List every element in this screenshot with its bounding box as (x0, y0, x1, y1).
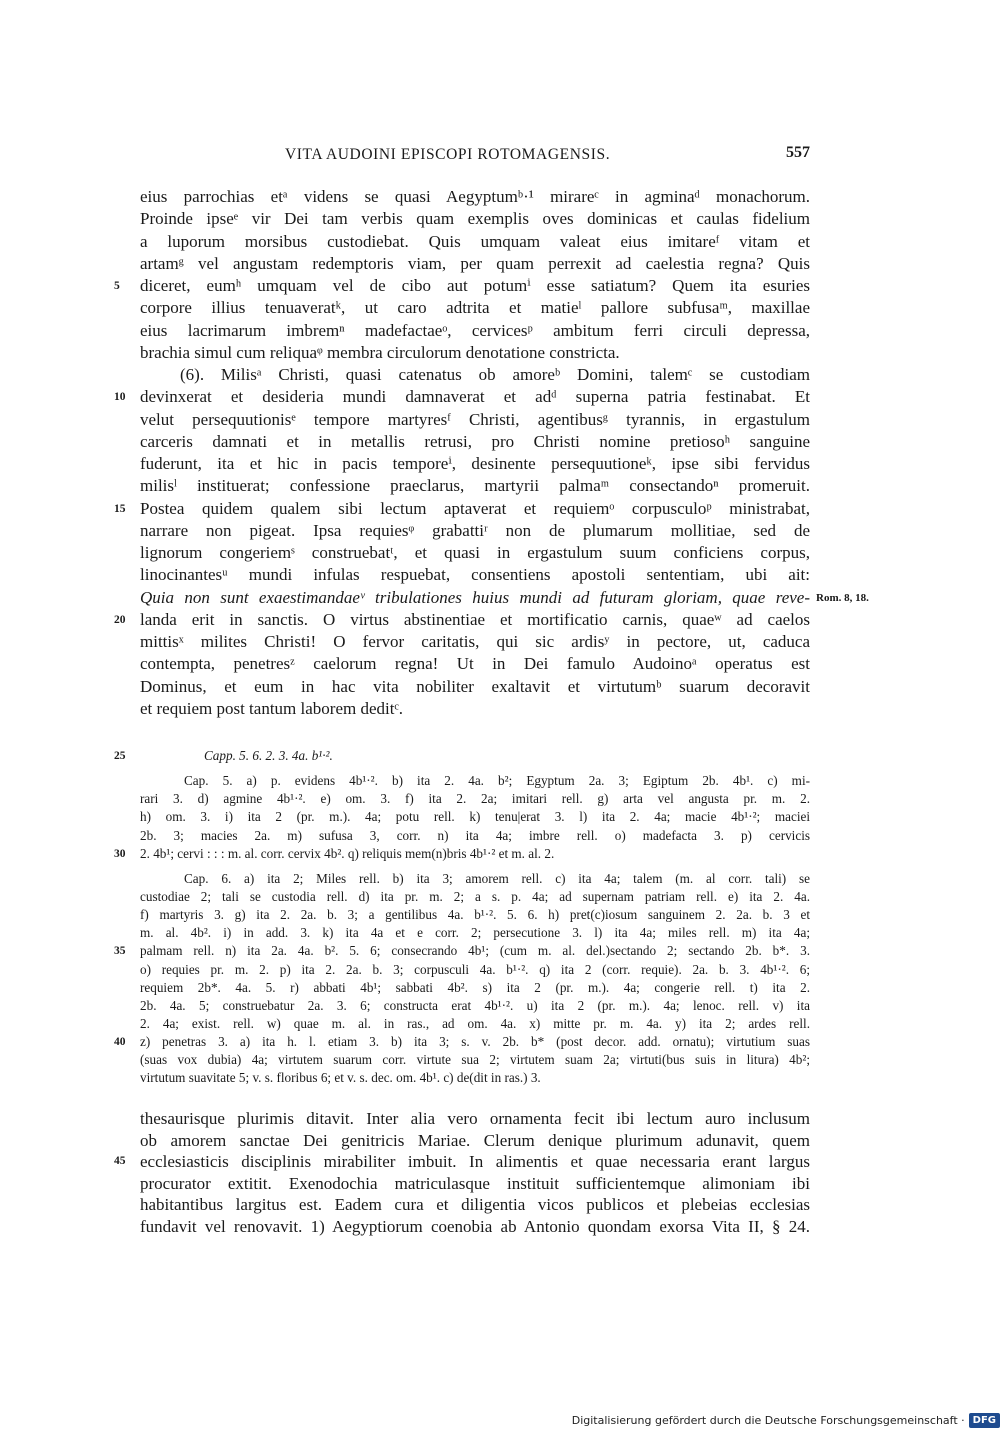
text-line: brachia simul cum reliquaᵠ membra circulorum denotatione constricta. (140, 342, 620, 362)
line-number: 25 (114, 750, 126, 762)
critical-apparatus (114, 747, 810, 1088)
line-number: 30 (114, 847, 126, 860)
text-line (114, 275, 810, 297)
text-line (114, 498, 810, 520)
text-line: procurator extitit. Exenodochia matriculasque instituit sufficientemque alimoniam ibi (140, 1173, 810, 1193)
apparatus-line: m. al. 4b². i) in add. 3. k) ita 4a et e corr. 2; persecutione 3. l) ita 4a; miles rell. m) ita 4a; (140, 925, 810, 941)
apparatus-line (114, 845, 810, 863)
text-line: velut persequutionisᵉ tempore martyresᶠ Christi, agentibusᵍ tyrannis, in ergastulum (140, 409, 810, 429)
text-line-content: diceret, eumʰ umquam vel de cibo aut potumⁱ esse satiatum? Quem ita esuries (140, 276, 810, 295)
text-line: ob amorem sanctae Dei genitricis Mariae. Clerum denique plurimum adunavit, quem (140, 1130, 810, 1150)
digitization-banner (572, 1408, 1000, 1432)
line-number: 45 (114, 1155, 126, 1167)
apparatus-line: h) om. 3. i) ita 2 (pr. m.). 4a; potu rell. k) tenu|erat 3. l) ita 2. 4a; macie 4b¹·²; maciei (140, 809, 810, 825)
text-line: artamᵍ vel angustam redemptoris viam, per quam perrexit ad caelestia regna? Quis (140, 253, 810, 273)
text-line-content: Quia non sunt exaestimandaeᵛ tribulationes huius mundi ad futuram gloriam, quae reve- (140, 587, 810, 607)
running-title: VITA AUDOINI EPISCOPI ROTOMAGENSIS. (285, 146, 611, 163)
banner-text: Digitalisierung gefördert durch die Deutsche Forschungsgemeinschaft · (571, 1413, 965, 1427)
text-line: thesaurisque plurimis ditavit. Inter alia vero ornamenta fecit ibi lectum auro inclusum (140, 1109, 810, 1128)
dfg-logo: DFG (969, 1413, 1000, 1428)
apparatus-line (114, 1033, 810, 1051)
spacer (140, 863, 810, 870)
text-line: lignorum congeriemˢ construebatᵗ, et quasi in ergastulum suum conficiens corpus, (140, 543, 810, 562)
text-line-content: ecclesiasticis disciplinis mirabiliter imbuit. In alimentis et quae necessaria erant largus (140, 1152, 810, 1171)
line-number: 5 (114, 280, 120, 292)
text-line (114, 609, 810, 631)
apparatus-line: virtutum suavitate 5; v. s. floribus 6; et v. s. dec. om. 4b¹. c) de(dit in ras.) 3. (140, 1070, 541, 1086)
text-line: linocinantesᵘ mundi infulas respuebat, consentiens apostoli sententiam, ubi ait: (140, 565, 810, 585)
apparatus-line: f) martyris 3. g) ita 2. 2a. b. 3; a gentilibus 4a. b¹·². 5. 6. h) pret(c)iosum sanguinem 2. 2a. b. 3 et (140, 907, 810, 923)
text-line: contempta, penetresᶻ caelorum regna! Ut in Dei famulo Audoinoᵃ operatus est (140, 654, 810, 674)
text-line: corpore illius tenuaveratᵏ, ut caro adtrita et matieˡ pallore subfusaᵐ, maxillae (140, 298, 810, 318)
text-line: habitantibus largitus est. Eadem cura et diligentia vicos publicos et plebeias ecclesias (140, 1195, 810, 1214)
margin-note: Rom. 8, 18. (816, 591, 869, 604)
text-line-content: Postea quidem qualem sibi lectum aptaverat et requiemᵒ corpusculoᵖ ministrabat, (140, 498, 810, 518)
text-line: eius lacrimarum imbremⁿ madefactaeᵒ, cervicesᵖ ambitum ferri circuli depressa, (140, 320, 810, 340)
line-number: 10 (114, 391, 126, 404)
line-number: 15 (114, 502, 126, 515)
text-line-content: devinxerat et desideria mundi damnaverat et adᵈ superna patria festinabat. Et (140, 387, 810, 407)
line-number: 40 (114, 1036, 126, 1049)
continuation-text (114, 1108, 810, 1237)
apparatus-line-content: palmam rell. n) ita 2a. 4a. b². 5. 6; consecrando 4b¹; (cum m. al. del.)sectando 2; sectando 2b. b*. 3. (140, 943, 810, 959)
line-number: 20 (114, 613, 126, 626)
spacer (140, 765, 810, 772)
main-text (114, 186, 869, 720)
text-line: fuderunt, ita et hic in pacis temporeⁱ, desinente persequutioneᵏ, ipse sibi fervidus (140, 454, 810, 473)
text-line: a luporum morsibus custodiebat. Quis umquam valeat eius imitareᶠ vitam et (140, 231, 810, 251)
text-line: fundavit vel renovavit. 1) Aegyptiorum coenobia ab Antonio quondam exorsa Vita II, § 24. (140, 1216, 810, 1236)
text-line: eius parrochias etᵃ videns se quasi Aegyptumᵇ·¹ mirareᶜ in agminaᵈ monachorum. (140, 187, 810, 206)
text-line (114, 1151, 810, 1173)
text-line-content: landa erit in sanctis. O virtus abstinentiae et mortificatio carnis, quaeʷ ad caelos (140, 609, 810, 629)
line-number: 35 (114, 945, 126, 958)
apparatus-line: requiem 2b*. 4a. 5. r) abbati 4b¹; sabbati 4b². s) ita 2 (pr. m.). 4a; congerie rell. t) ita 2. (140, 979, 810, 995)
text-line: narrare non pigeat. Ipsa requiesᵠ grabattiʳ non de plumarum mollitiae, sed de (140, 520, 810, 540)
apparatus-line (114, 942, 810, 960)
apparatus-line: Cap. 5. a) p. evidens 4b¹·². b) ita 2. 4a. b²; Egyptum 2a. 3; Egiptum 2b. 4b¹. c) mi- (184, 773, 810, 789)
text-line: (6). Milisᵃ Christi, quasi catenatus ob amoreᵇ Domini, talemᶜ se custodiam (180, 365, 810, 384)
apparatus-line: Cap. 6. a) ita 2; Miles rell. b) ita 3; amorem rell. c) ita 4a; talem (m. al corr. tali) se (184, 870, 810, 886)
text-line (140, 587, 869, 609)
text-line (114, 386, 810, 408)
page-number: 557 (786, 144, 810, 161)
apparatus-line: 2. 4a; exist. rell. w) quae m. al. in ras., ad om. 4a. x) mitte pr. m. 4a. y) ita 2; ardes rell. (140, 1015, 810, 1031)
apparatus-line: 2b. 4a. 5; construebatur 2a. 3. 6; constructa erat 4b¹·². u) ita 2 (pr. m.). 4a; lenoc. rell. v) ita (140, 997, 810, 1013)
apparatus-line-content: Capp. 5. 6. 2. 3. 4a. b¹·². (204, 748, 333, 763)
apparatus-line (114, 747, 810, 765)
text-line: mittisˣ milites Christi! O fervor caritatis, qui sic ardisʸ in pectore, ut, caduca (140, 632, 810, 651)
text-line: Proinde ipseᵉ vir Dei tam verbis quam exemplis oves dominicas et caulas fidelium (140, 209, 810, 229)
apparatus-line-content: z) penetras 3. a) ita h. l. etiam 3. b) ita 3; s. v. 2b. b* (post decor. add. ornatu); virtutium suas (140, 1034, 810, 1050)
apparatus-line: o) requies pr. m. 2. p) ita 2. 2a. b. 3; corpusculi 4a. b¹·². q) ita 2 (corr. requie). 2a. b. 3. 4b¹·². 6; (140, 961, 810, 977)
running-head (140, 146, 810, 170)
apparatus-line: (suas vox dubia) 4a; virtutem suarum corr. virtute sua 2; virtutem suam 2a; virtuti(bus suis in litura) 4b²; (140, 1052, 810, 1068)
text-line: milisˡ instituerat; confessione praeclarus, martyrii palmaᵐ consectandoⁿ promeruit. (140, 476, 810, 496)
text-line: carceris damnati et in metallis retrusi, pro Christi nomine pretiosoʰ sanguine (140, 431, 810, 451)
text-line: Dominus, et eum in hac vita nobiliter exaltavit et virtutumᵇ suarum decoravit (140, 676, 810, 696)
apparatus-line: 2b. 3; macies 2a. m) sufusa 3, corr. n) ita 4a; imbre rell. o) madefacta 3. p) cervicis (140, 827, 810, 843)
apparatus-line: custodiae 2; tali se custodia rell. d) ita pr. m. 2; a s. p. 4a; ad supernam patriam rell. e) ita 2. 4a. (140, 888, 810, 904)
apparatus-line-content: 2. 4b¹; cervi : : : m. al. corr. cervix 4b². q) reliquis mem(n)bris 4b¹·² et m. al. 2. (140, 845, 555, 861)
text-line: et requiem post tantum laborem deditᶜ. (140, 698, 404, 718)
apparatus-line: rari 3. d) agmine 4b¹·². e) om. 3. f) ita 2. 2a; imitari rell. g) arta vel angusta pr. m. 2. (140, 791, 810, 807)
